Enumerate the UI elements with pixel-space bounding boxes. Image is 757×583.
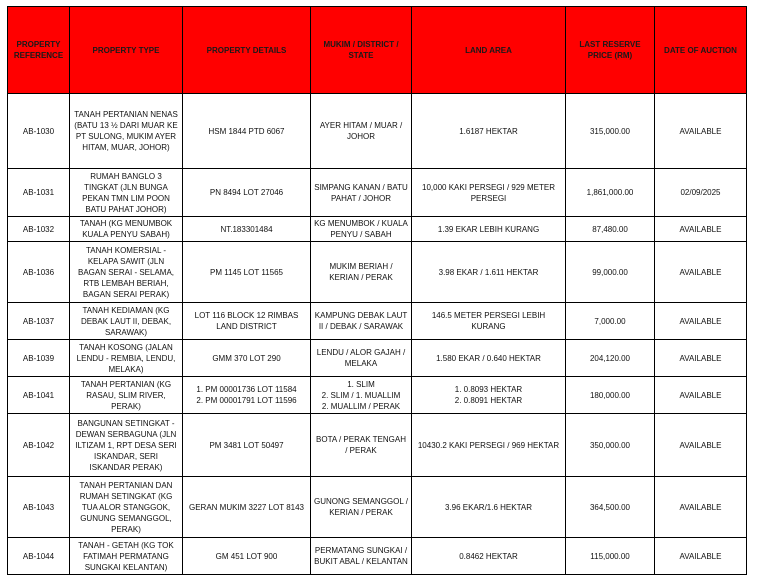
cell-details: PM 1145 LOT 11565 bbox=[183, 242, 311, 303]
cell-type: TANAH KOSONG (JALAN LENDU - REMBIA, LENDU, MELAKA) bbox=[70, 340, 183, 377]
cell-type: TANAH KOMERSIAL - KELAPA SAWIT (JLN BAGAN SERAI - SELAMA, RTB LEMBAH BERIAH, BAGAN SERAI PERAK) bbox=[70, 242, 183, 303]
cell-details bbox=[183, 377, 311, 414]
cell-ref: AB-1030 bbox=[8, 94, 70, 169]
cell-ref: AB-1041 bbox=[8, 377, 70, 414]
cell-type: TANAH - GETAH (KG TOK FATIMAH PERMATANG SUNGKAI KELANTAN) bbox=[70, 538, 183, 575]
cell-location: GUNONG SEMANGGOL / KERIAN / PERAK bbox=[311, 477, 412, 538]
cell-type: TANAH PERTANIAN (KG RASAU, SLIM RIVER, PERAK) bbox=[70, 377, 183, 414]
cell-location: PERMATANG SUNGKAI / BUKIT ABAL / KELANTAN bbox=[311, 538, 412, 575]
cell-price: 350,000.00 bbox=[566, 414, 655, 477]
table-row bbox=[8, 414, 747, 477]
cell-date: 02/09/2025 bbox=[655, 169, 747, 217]
cell-date: AVAILABLE bbox=[655, 477, 747, 538]
cell-ref: AB-1031 bbox=[8, 169, 70, 217]
cell-price: 1,861,000.00 bbox=[566, 169, 655, 217]
cell-ref: AB-1043 bbox=[8, 477, 70, 538]
cell-price: 99,000.00 bbox=[566, 242, 655, 303]
cell-area bbox=[412, 377, 566, 414]
cell-location: LENDU / ALOR GAJAH / MELAKA bbox=[311, 340, 412, 377]
cell-date: AVAILABLE bbox=[655, 217, 747, 242]
cell-details: GERAN MUKIM 3227 LOT 8143 bbox=[183, 477, 311, 538]
header-location: MUKIM / DISTRICT / STATE bbox=[311, 7, 412, 94]
auction-table bbox=[7, 6, 747, 575]
table-row bbox=[8, 538, 747, 575]
cell-location: MUKIM BERIAH / KERIAN / PERAK bbox=[311, 242, 412, 303]
location-line: 2. SLIM / 1. MUALLIM bbox=[321, 390, 401, 400]
table-row bbox=[8, 377, 747, 414]
table-row bbox=[8, 303, 747, 340]
cell-ref: AB-1042 bbox=[8, 414, 70, 477]
cell-date: AVAILABLE bbox=[655, 303, 747, 340]
cell-price: 7,000.00 bbox=[566, 303, 655, 340]
cell-price: 364,500.00 bbox=[566, 477, 655, 538]
header-property-type: PROPERTY TYPE bbox=[70, 7, 183, 94]
cell-details: GMM 370 LOT 290 bbox=[183, 340, 311, 377]
cell-area: 3.98 EKAR / 1.611 HEKTAR bbox=[412, 242, 566, 303]
cell-price: 87,480.00 bbox=[566, 217, 655, 242]
header-land-area: LAND AREA bbox=[412, 7, 566, 94]
cell-location: AYER HITAM / MUAR / JOHOR bbox=[311, 94, 412, 169]
cell-area: 1.6187 HEKTAR bbox=[412, 94, 566, 169]
cell-area: 10430.2 KAKI PERSEGI / 969 HEKTAR bbox=[412, 414, 566, 477]
cell-details: HSM 1844 PTD 6067 bbox=[183, 94, 311, 169]
cell-type: BANGUNAN SETINGKAT - DEWAN SERBAGUNA (JLN ILTIZAM 1, RPT DESA SERI ISKANDAR, SERI ISKANDAR PERAK) bbox=[70, 414, 183, 477]
cell-price: 180,000.00 bbox=[566, 377, 655, 414]
auction-listing bbox=[7, 6, 747, 575]
cell-type: TANAH PERTANIAN DAN RUMAH SETINGKAT (KG TUA ALOR STANGGOK, GUNUNG SEMANGGOL, PERAK) bbox=[70, 477, 183, 538]
cell-details: PM 3481 LOT 50497 bbox=[183, 414, 311, 477]
cell-type: TANAH KEDIAMAN (KG DEBAK LAUT II, DEBAK, SARAWAK) bbox=[70, 303, 183, 340]
cell-date: AVAILABLE bbox=[655, 414, 747, 477]
location-line: 2. MUALLIM / PERAK bbox=[321, 401, 401, 411]
area-line: 2. 0.8091 HEKTAR bbox=[454, 396, 523, 405]
cell-price: 204,120.00 bbox=[566, 340, 655, 377]
cell-details: NT.183301484 bbox=[183, 217, 311, 242]
table-row bbox=[8, 94, 747, 169]
cell-date: AVAILABLE bbox=[655, 340, 747, 377]
cell-price: 115,000.00 bbox=[566, 538, 655, 575]
cell-price: 315,000.00 bbox=[566, 94, 655, 169]
cell-location: KG MENUMBOK / KUALA PENYU / SABAH bbox=[311, 217, 412, 242]
cell-location: BOTA / PERAK TENGAH / PERAK bbox=[311, 414, 412, 477]
header-property-details: PROPERTY DETAILS bbox=[183, 7, 311, 94]
cell-date: AVAILABLE bbox=[655, 94, 747, 169]
table-row bbox=[8, 340, 747, 377]
cell-date: AVAILABLE bbox=[655, 538, 747, 575]
details-line: 1. PM 00001736 LOT 11584 bbox=[196, 385, 297, 394]
cell-location: KAMPUNG DEBAK LAUT II / DEBAK / SARAWAK bbox=[311, 303, 412, 340]
cell-ref: AB-1032 bbox=[8, 217, 70, 242]
table-row bbox=[8, 169, 747, 217]
location-line: 1. SLIM bbox=[347, 379, 375, 389]
cell-details: LOT 116 BLOCK 12 RIMBAS LAND DISTRICT bbox=[183, 303, 311, 340]
header-row bbox=[8, 7, 747, 94]
cell-ref: AB-1036 bbox=[8, 242, 70, 303]
cell-date: AVAILABLE bbox=[655, 377, 747, 414]
cell-details: PN 8494 LOT 27046 bbox=[183, 169, 311, 217]
cell-type: TANAH PERTANIAN NENAS (BATU 13 ½ DARI MUAR KE PT SULONG, MUKIM AYER HITAM, MUAR, JOHOR) bbox=[70, 94, 183, 169]
cell-type: TANAH (KG MENUMBOK KUALA PENYU SABAH) bbox=[70, 217, 183, 242]
cell-date: AVAILABLE bbox=[655, 242, 747, 303]
cell-ref: AB-1037 bbox=[8, 303, 70, 340]
header-auction-date: DATE OF AUCTION bbox=[655, 7, 747, 94]
cell-location: SIMPANG KANAN / BATU PAHAT / JOHOR bbox=[311, 169, 412, 217]
cell-area: 10,000 KAKI PERSEGI / 929 METER PERSEGI bbox=[412, 169, 566, 217]
cell-type: RUMAH BANGLO 3 TINGKAT (JLN BUNGA PEKAN TMN LIM POON BATU PAHAT JOHOR) bbox=[70, 169, 183, 217]
details-line: 2. PM 00001791 LOT 11596 bbox=[196, 396, 297, 405]
table-row bbox=[8, 477, 747, 538]
header-property-reference: PROPERTY REFERENCE bbox=[8, 7, 70, 94]
cell-area: 0.8462 HEKTAR bbox=[412, 538, 566, 575]
table-row bbox=[8, 217, 747, 242]
header-reserve-price: LAST RESERVE PRICE (RM) bbox=[566, 7, 655, 94]
cell-details: GM 451 LOT 900 bbox=[183, 538, 311, 575]
area-line: 1. 0.8093 HEKTAR bbox=[454, 385, 523, 394]
cell-ref: AB-1039 bbox=[8, 340, 70, 377]
cell-area: 146.5 METER PERSEGI LEBIH KURANG bbox=[412, 303, 566, 340]
cell-area: 3.96 EKAR/1.6 HEKTAR bbox=[412, 477, 566, 538]
cell-ref: AB-1044 bbox=[8, 538, 70, 575]
table-row bbox=[8, 242, 747, 303]
cell-area: 1.580 EKAR / 0.640 HEKTAR bbox=[412, 340, 566, 377]
cell-location bbox=[311, 377, 412, 414]
cell-area: 1.39 EKAR LEBIH KURANG bbox=[412, 217, 566, 242]
